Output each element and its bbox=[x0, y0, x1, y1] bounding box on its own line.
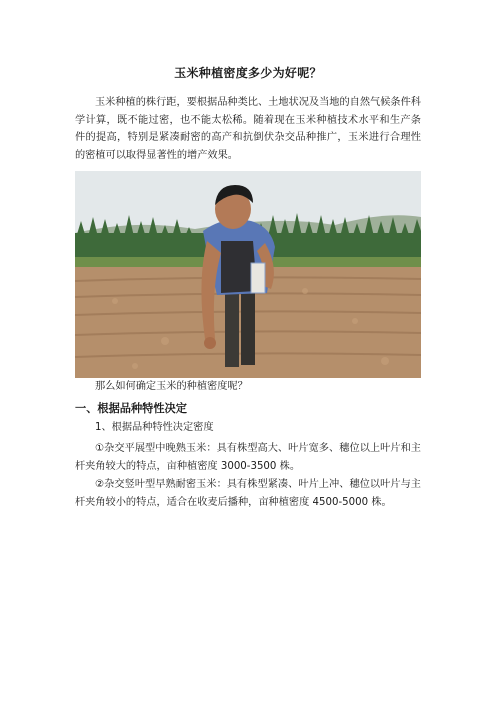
intro-paragraph: 玉米种植的株行距，要根据品种类比、土地状况及当地的自然气候条件科学计算，既不能过密，也不能太松稀。随着现在玉米种植技术水平和生产条件的提高，特别是紧凑耐密的高产和抗倒伏杂交品种推广，玉米进行合理性的密植可以取得显著性的增产效果。 bbox=[75, 97, 421, 161]
farmer-sowing-photo bbox=[75, 171, 421, 378]
subheading-paragraph: 1、根据品种特性决定密度 bbox=[95, 422, 214, 433]
document-title: 玉米种植密度多少为好呢？ bbox=[174, 66, 322, 80]
variety-item-1: ①杂交平展型中晚熟玉米：具有株型高大、叶片宽多、穗位以上叶片和主杆夹角较大的特点，亩种植密度 3000-3500 株。 bbox=[75, 443, 421, 472]
question-paragraph: 那么如何确定玉米的种植密度呢？ bbox=[95, 381, 248, 392]
section-heading: 一、根据品种特性决定 bbox=[75, 402, 187, 415]
variety-item-2: ②杂交竖叶型早熟耐密玉米：具有株型紧凑、叶片上冲、穗位以叶片与主杆夹角较小的特点，适合在收麦后播种，亩种植密度 4500-5000 株。 bbox=[75, 479, 421, 508]
